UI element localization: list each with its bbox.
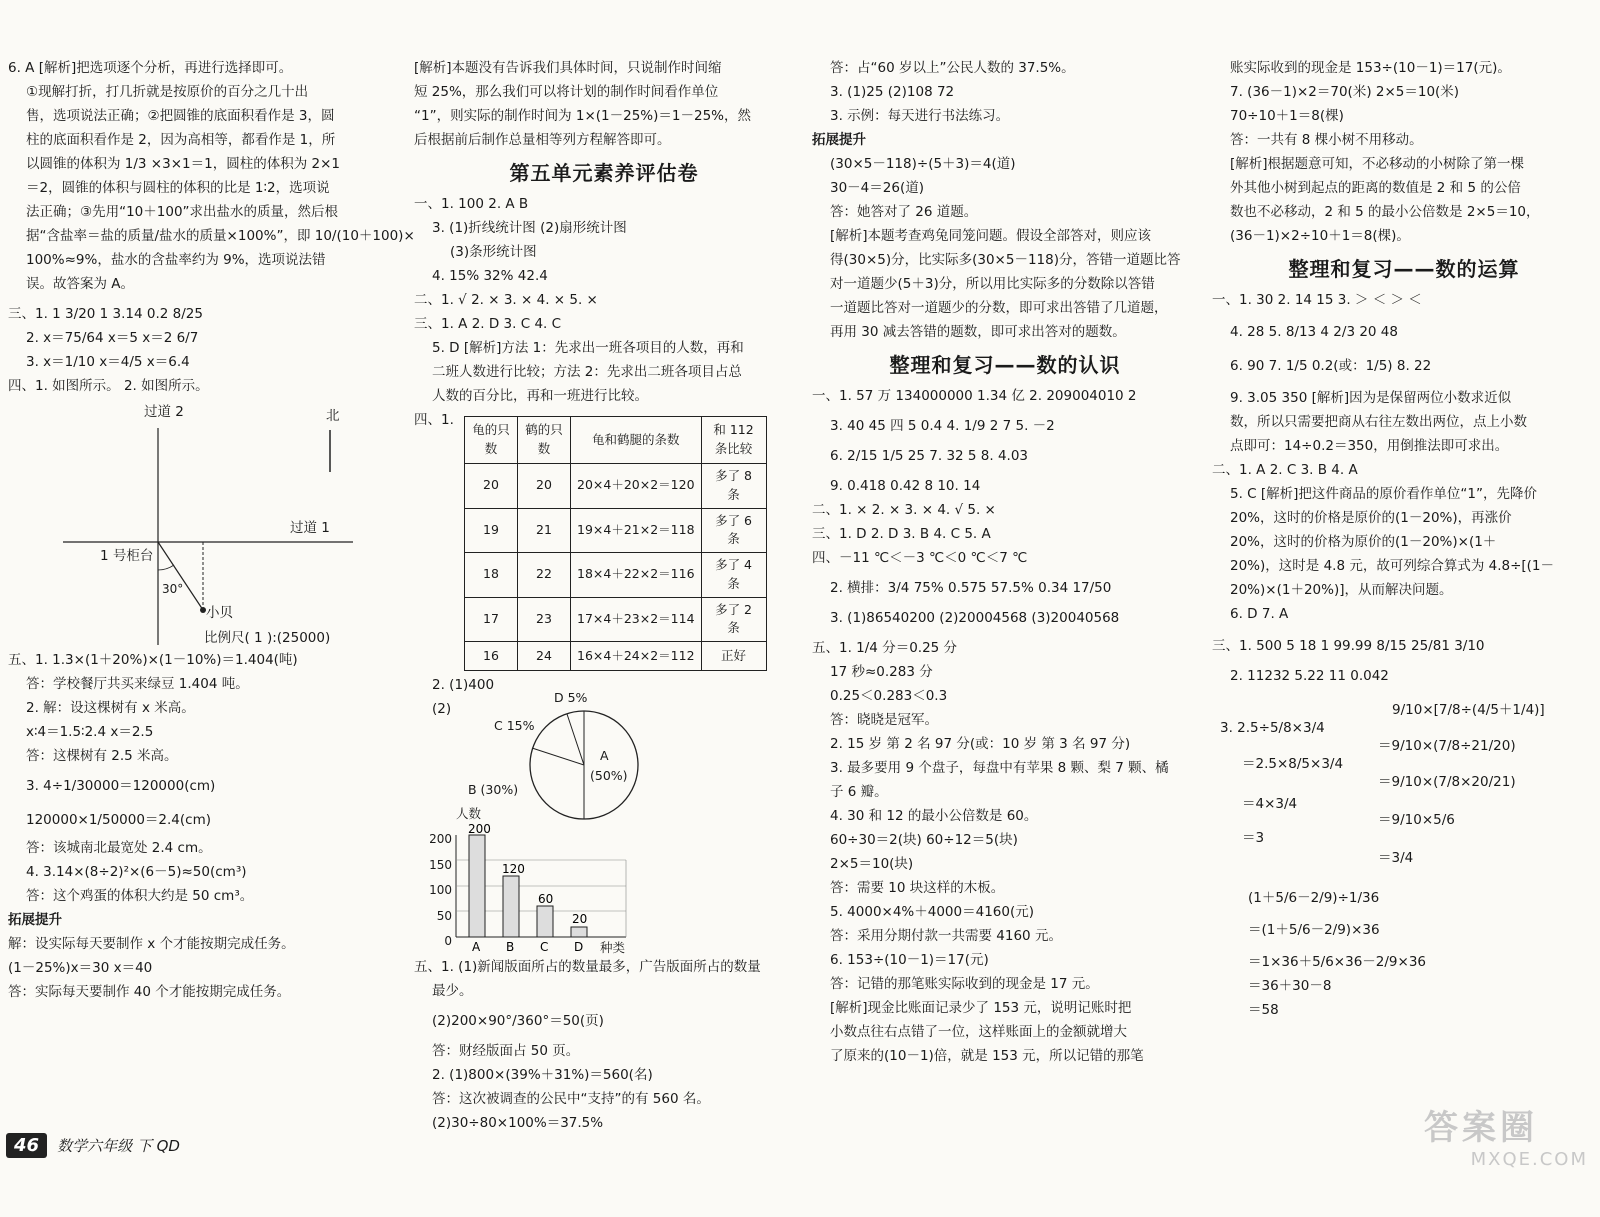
- text-line: 5. 4000×4%＋4000＝4160(元): [830, 904, 1035, 920]
- bar-ylabel: 人数: [456, 806, 482, 821]
- tick-label: 150: [429, 857, 452, 872]
- text-line: 3. (1)折线统计图 (2)扇形统计图: [432, 220, 627, 236]
- table-cell: 24: [518, 642, 571, 671]
- text-line: 9. 0.418 0.42 8 10. 14: [830, 478, 981, 494]
- text-line: 7. (36－1)×2＝70(米) 2×5＝10(米): [1230, 84, 1460, 100]
- table-cell: 21: [518, 508, 571, 553]
- tick-label: 50: [436, 908, 452, 923]
- text-line: 点即可：14÷0.2＝350，用倒推法即可求出。: [1230, 438, 1509, 454]
- text-line: 据“含盐率＝盐的质量/盐水的质量×100%”，即 10/(10＋100)×: [26, 228, 415, 244]
- table-cell: 16: [465, 642, 518, 671]
- calc-line: ＝3/4: [1378, 850, 1414, 866]
- section-heading: 整理和复习——数的运算: [1288, 257, 1520, 281]
- text-line: 答：这棵树有 2.5 米高。: [26, 748, 178, 764]
- table-header: 和 112 条比较: [701, 417, 766, 464]
- table-header: 鹤的只数: [518, 417, 571, 464]
- text-line: 答：实际每天要制作 40 个才能按期完成任务。: [8, 984, 291, 1000]
- text-line: 短 25%，那么我们可以将计划的制作时间看作单位: [414, 84, 719, 100]
- calc-line: ＝3: [1242, 830, 1265, 846]
- text-line: (1－25%)x＝30 x＝40: [8, 960, 153, 976]
- text-line: ＝2，圆锥的体积与圆柱的体积的比是 1∶2，选项说: [26, 180, 330, 196]
- text-line: 3. 最多要用 9 个盘子，每盘中有苹果 8 颗、梨 7 颗、橘: [830, 760, 1169, 776]
- text-line: 答：采用分期付款一共需要 4160 元。: [830, 928, 1062, 944]
- column-2: [414, 58, 794, 1137]
- watermark-text: 答案圈: [1424, 1108, 1538, 1148]
- text-line: 三、1. D 2. D 3. B 4. C 5. A: [812, 526, 991, 542]
- text-line: 误。故答案为 A。: [26, 276, 135, 292]
- calc-line: ＝4×3/4: [1242, 796, 1298, 812]
- counter-label: 1 号柜台: [100, 548, 154, 564]
- text-line: 30－4＝26(道): [830, 180, 924, 196]
- text-line: 4. 28 5. 8/13 4 2/3 20 48: [1230, 324, 1398, 340]
- road-2-label: 过道 2: [144, 404, 184, 420]
- text-line: ①现解打折，打几折就是按原价的百分之几十出: [26, 84, 309, 100]
- text-line: 2. 横排：3/4 75% 0.575 57.5% 0.34 17/50: [830, 580, 1112, 596]
- text-line: (2)30÷80×100%＝37.5%: [432, 1115, 604, 1131]
- text-line: 4. 30 和 12 的最小公倍数是 60。: [830, 808, 1038, 824]
- text-line: 0.25＜0.283＜0.3: [830, 688, 948, 704]
- text-line: 6. 90 7. 1/5 0.2(或：1/5) 8. 22: [1230, 358, 1432, 374]
- text-line: 3. 4÷1/30000＝120000(cm): [26, 778, 216, 794]
- svg-text:C: C: [540, 940, 549, 954]
- text-line: 对一道题少(5＋3)分，所以用比实际多的分数除以答错: [830, 276, 1155, 292]
- table-row: [465, 508, 767, 553]
- column-4: [1212, 58, 1596, 1024]
- calc-line: ＝(1＋5/6－2/9)×36: [1248, 922, 1380, 938]
- tick-label: 200: [429, 832, 452, 846]
- text-line: 一道题比答对一道题少的分数，即可求出答错了几道题，: [830, 300, 1168, 316]
- text-line: 四、1. 如图所示。 2. 如图所示。: [8, 378, 209, 394]
- text-line: 20%)，这时是 4.8 元，故可列综合算式为 4.8÷[(1－: [1230, 558, 1555, 574]
- table-cell: 多了 6 条: [701, 508, 766, 553]
- text-line: 了原来的(10－1)倍，就是 153 元，所以记错的那笔: [830, 1048, 1144, 1064]
- table-row: [465, 553, 767, 598]
- text-line: 二、1. √ 2. × 3. × 4. × 5. ×: [414, 292, 598, 308]
- text-line: 2. 解：设这棵树有 x 米高。: [26, 700, 195, 716]
- map-drawing: [8, 400, 388, 650]
- north-label: 北: [326, 408, 340, 424]
- table-cell: 18: [465, 553, 518, 598]
- pie-label-a-pct: (50%): [590, 768, 628, 783]
- text-line: [解析]根据题意可知，不必移动的小树除了第一棵: [1230, 156, 1525, 172]
- text-line: 四、1.: [414, 412, 454, 428]
- table-row: [465, 597, 767, 642]
- text-line: 五、1. 1.3×(1＋20%)×(1－10%)＝1.404(吨): [8, 652, 298, 668]
- tick-label: 0: [444, 934, 452, 948]
- text-line: [解析]本题没有告诉我们具体时间，只说制作时间缩: [414, 60, 722, 76]
- xiaobei-label: 小贝: [206, 605, 233, 621]
- text-line: 售，选项说法正确；②把圆锥的底面积看作是 3，圆: [26, 108, 335, 124]
- text-line: 3. 示例：每天进行书法练习。: [830, 108, 1010, 124]
- text-line: [解析]本题考查鸡兔同笼问题。假设全部答对，则应该: [830, 228, 1152, 244]
- svg-text:200: 200: [468, 822, 491, 836]
- calc-line: ＝2.5×8/5×3/4: [1242, 756, 1344, 772]
- text-line: 70÷10＋1＝8(棵): [1230, 108, 1344, 124]
- calc-block: [1212, 690, 1596, 880]
- text-line: 三、1. 1 3/20 1 3.14 0.2 8/25: [8, 306, 203, 322]
- svg-text:B: B: [506, 940, 515, 954]
- text-line: 6. 153÷(10－1)＝17(元): [830, 952, 989, 968]
- text-line: 6. D 7. A: [1230, 606, 1289, 622]
- text-line: 2. (1)400: [432, 677, 495, 693]
- text-line: 答：需要 10 块这样的木板。: [830, 880, 1005, 896]
- section-heading: 整理和复习——数的认识: [889, 353, 1121, 377]
- table-cell: 16×4＋24×2＝112: [571, 642, 702, 671]
- calc-line: ＝1×36＋5/6×36－2/9×36: [1248, 954, 1427, 970]
- table-header: 龟的只数: [465, 417, 518, 464]
- text-line: 一、1. 57 万 134000000 1.34 亿 2. 209004010 2: [812, 388, 1137, 404]
- text-line: 一、1. 30 2. 14 15 3. ＞ ＜ ＞ ＜: [1212, 292, 1422, 308]
- table-cell: 多了 2 条: [701, 597, 766, 642]
- text-line: 二、1. × 2. × 3. × 4. √ 5. ×: [812, 502, 996, 518]
- text-line: 5. D [解析]方法 1：先求出一班各项目的人数，再和: [432, 340, 744, 356]
- text-line: 答：该城南北最宽处 2.4 cm。: [26, 840, 212, 856]
- calc-line: ＝9/10×(7/8×20/21): [1378, 774, 1516, 790]
- text-line: 4. 3.14×(8÷2)²×(6－5)≈50(cm³): [26, 864, 247, 880]
- text-line: 再用 30 减去答错的题数，即可求出答对的题数。: [830, 324, 1126, 340]
- text-line: 答：这次被调查的公民中“支持”的有 560 名。: [432, 1091, 710, 1107]
- text-line: 数，所以只需要把商从右往左数出两位，点上小数: [1230, 414, 1527, 430]
- section-heading: 第五单元素养评估卷: [509, 161, 699, 185]
- text-line: 6. 2/15 1/5 25 7. 32 5 8. 4.03: [830, 448, 1029, 464]
- text-line: 一、1. 100 2. A B: [414, 196, 529, 212]
- tortoise-crane-table: [464, 416, 767, 671]
- text-line: 三、1. 500 5 18 1 99.99 8/15 25/81 3/10: [1212, 638, 1485, 654]
- table-cell: 多了 4 条: [701, 553, 766, 598]
- text-line: 2. (1)800×(39%＋31%)＝560(名): [432, 1067, 653, 1083]
- text-line: x∶4＝1.5∶2.4 x＝2.5: [26, 724, 154, 740]
- text-line: 二班人数进行比较；方法 2：先求出二班各项目占总: [432, 364, 742, 380]
- table-row: [465, 642, 767, 671]
- section-title: 拓展提升: [812, 132, 866, 148]
- text-line: (2): [432, 701, 452, 717]
- text-line: 柱的底面积看作是 2，因为高相等，都看作是 1，所: [26, 132, 336, 148]
- calc-line: 3. 2.5÷5/8×3/4: [1220, 720, 1325, 736]
- scale-label: 比例尺( 1 ):(25000): [204, 630, 331, 646]
- text-line: 4. 15% 32% 42.4: [432, 268, 548, 284]
- bar-ticks: [424, 827, 452, 955]
- table-cell: 20: [465, 464, 518, 509]
- text-line: 最少。: [432, 983, 473, 999]
- calc-line: ＝58: [1248, 1002, 1279, 1018]
- text-line: (3)条形统计图: [450, 244, 537, 260]
- map-figure: [8, 400, 388, 650]
- table-row: [465, 464, 767, 509]
- pie-figure: [414, 690, 794, 821]
- text-line: 答：她答对了 26 道题。: [830, 204, 978, 220]
- table-cell: 正好: [701, 642, 766, 671]
- text-line: 20%，这时的价格为原价的(1－20%)×(1＋: [1230, 534, 1497, 550]
- text-line: “1”，则实际的制作时间为 1×(1－25%)＝1－25%，然: [414, 108, 751, 124]
- text-line: 2. 11232 5.22 11 0.042: [1230, 668, 1389, 684]
- text-line: 小数点往右点错了一位，这样账面上的金额就增大: [830, 1024, 1127, 1040]
- text-line: 数也不必移动，2 和 5 的最小公倍数是 2×5＝10，: [1230, 204, 1540, 220]
- text-line: 法正确；③先用“10＋100”求出盐水的质量，然后根: [26, 204, 339, 220]
- text-line: 2. x＝75/64 x＝5 x＝2 6/7: [26, 330, 199, 346]
- text-line: 9. 3.05 350 [解析]因为是保留两位小数求近似: [1230, 390, 1512, 406]
- table-cell: 20: [518, 464, 571, 509]
- text-line: 答：晓晓是冠军。: [830, 712, 938, 728]
- svg-text:120: 120: [502, 862, 525, 876]
- svg-text:20: 20: [572, 912, 588, 926]
- text-line: 20%)×(1＋20%)]，从而解决问题。: [1230, 582, 1453, 598]
- text-line: 五、1. (1)新闻版面所占的数量最多，广告版面所占的数量: [414, 959, 761, 975]
- text-line: 答：这个鸡蛋的体积大约是 50 cm³。: [26, 888, 254, 904]
- text-line: 2×5＝10(块): [830, 856, 914, 872]
- text-line: 得(30×5)分，比实际多(30×5－118)分，答错一道题比答: [830, 252, 1181, 268]
- text-line: 3. 40 45 四 5 0.4 4. 1/9 2 7 5. －2: [830, 418, 1055, 434]
- svg-text:D: D: [574, 940, 584, 954]
- page-footer: [6, 1133, 180, 1158]
- text-line: 20%，这时的价格是原价的(1－20%)，再涨价: [1230, 510, 1512, 526]
- text-line: (2)200×90°/360°＝50(页): [432, 1013, 604, 1029]
- calc-line: 9/10×[7/8÷(4/5＋1/4)]: [1392, 702, 1545, 718]
- watermark: [1424, 1100, 1594, 1200]
- text-line: 60÷30＝2(块) 60÷12＝5(块): [830, 832, 1018, 848]
- bar-figure: [414, 806, 794, 957]
- svg-text:A: A: [472, 940, 481, 954]
- text-line: 二、1. A 2. C 3. B 4. A: [1212, 462, 1358, 478]
- svg-text:60: 60: [538, 892, 554, 906]
- watermark-url: MXQE.COM: [1470, 1149, 1588, 1170]
- page-number: 46: [6, 1133, 47, 1158]
- text-line: 2. 15 岁 第 2 名 97 分(或：10 岁 第 3 名 97 分): [830, 736, 1131, 752]
- pie-label-d: D 5%: [554, 690, 588, 705]
- table-cell: 17: [465, 597, 518, 642]
- text-line: 答：占“60 岁以上”公民人数的 37.5%。: [830, 60, 1075, 76]
- text-line: 解：设实际每天要制作 x 个才能按期完成任务。: [8, 936, 295, 952]
- text-line: [解析]现金比账面记录少了 153 元，说明记账时把: [830, 1000, 1132, 1016]
- text-line: 5. C [解析]把这件商品的原价看作单位“1”，先降价: [1230, 486, 1537, 502]
- table-cell: 20×4＋20×2＝120: [571, 464, 702, 509]
- table-cell: 多了 8 条: [701, 464, 766, 509]
- calc-line: ＝9/10×(7/8÷21/20): [1378, 738, 1516, 754]
- section-title: 拓展提升: [8, 912, 62, 928]
- pie-label-b: B (30%): [468, 782, 519, 797]
- text-line: 四、－11 ℃＜－3 ℃＜0 ℃＜7 ℃: [812, 550, 1028, 566]
- pie-label-c: C 15%: [494, 718, 535, 733]
- text-line: 外其他小树到起点的距离的数值是 2 和 5 的公倍: [1230, 180, 1521, 196]
- column-3: [812, 58, 1198, 1070]
- text-line: 后根据前后制作总量相等列方程解答即可。: [414, 132, 671, 148]
- text-line: 五、1. 1/4 分＝0.25 分: [812, 640, 958, 656]
- pie-label-a: A: [600, 748, 609, 763]
- table-cell: 19: [465, 508, 518, 553]
- tick-label: 100: [429, 883, 452, 897]
- text-line: 答：学校餐厅共买来绿豆 1.404 吨。: [26, 676, 249, 692]
- text-line: (30×5－118)÷(5＋3)＝4(道): [830, 156, 1016, 172]
- calc-line: ＝36＋30－8: [1248, 978, 1332, 994]
- table-cell: 19×4＋21×2＝118: [571, 508, 702, 553]
- text-line: 6. A [解析]把选项逐个分析，再进行选择即可。: [8, 60, 293, 76]
- angle-label: 30°: [162, 582, 184, 596]
- table-cell: 22: [518, 553, 571, 598]
- column-1: [8, 58, 415, 1006]
- text-line: 答：财经版面占 50 页。: [432, 1043, 580, 1059]
- text-line: 人数的百分比，再和一班进行比较。: [432, 388, 648, 404]
- text-line: 账实际收到的现金是 153÷(10－1)＝17(元)。: [1230, 60, 1511, 76]
- calc-line: ＝9/10×5/6: [1378, 812, 1455, 828]
- text-line: 17 秒≈0.283 分: [830, 664, 933, 680]
- text-line: 100%≈9%，盐水的含盐率约为 9%，选项说法错: [26, 252, 326, 268]
- text-line: 答：记错的那笔账实际收到的现金是 17 元。: [830, 976, 1099, 992]
- table-cell: 17×4＋23×2＝114: [571, 597, 702, 642]
- table-cell: 18×4＋22×2＝116: [571, 553, 702, 598]
- text-line: 子 6 瓣。: [830, 784, 888, 800]
- text-line: 以圆锥的体积为 1/3 ×3×1＝1，圆柱的体积为 2×1: [26, 156, 340, 172]
- road-1-label: 过道 1: [290, 520, 330, 536]
- bar-xlabel: 种类: [600, 940, 626, 955]
- text-line: 3. x＝1/10 x＝4/5 x＝6.4: [26, 354, 190, 370]
- text-line: 3. (1)25 (2)108 72: [830, 84, 955, 100]
- text-line: 答：一共有 8 棵小树不用移动。: [1230, 132, 1423, 148]
- text-line: 3. (1)86540200 (2)20004568 (3)20040568: [830, 610, 1120, 626]
- bar-chart: [414, 821, 794, 957]
- book-subject: 数学六年级 下 QD: [57, 1137, 180, 1155]
- text-line: 三、1. A 2. D 3. C 4. C: [414, 316, 562, 332]
- table-cell: 23: [518, 597, 571, 642]
- text-line: (36－1)×2÷10＋1＝8(棵)。: [1230, 228, 1410, 244]
- calc-line: (1＋5/6－2/9)÷1/36: [1248, 890, 1380, 906]
- text-line: 120000×1/50000＝2.4(cm): [26, 812, 212, 828]
- table-header: 龟和鹤腿的条数: [571, 417, 702, 464]
